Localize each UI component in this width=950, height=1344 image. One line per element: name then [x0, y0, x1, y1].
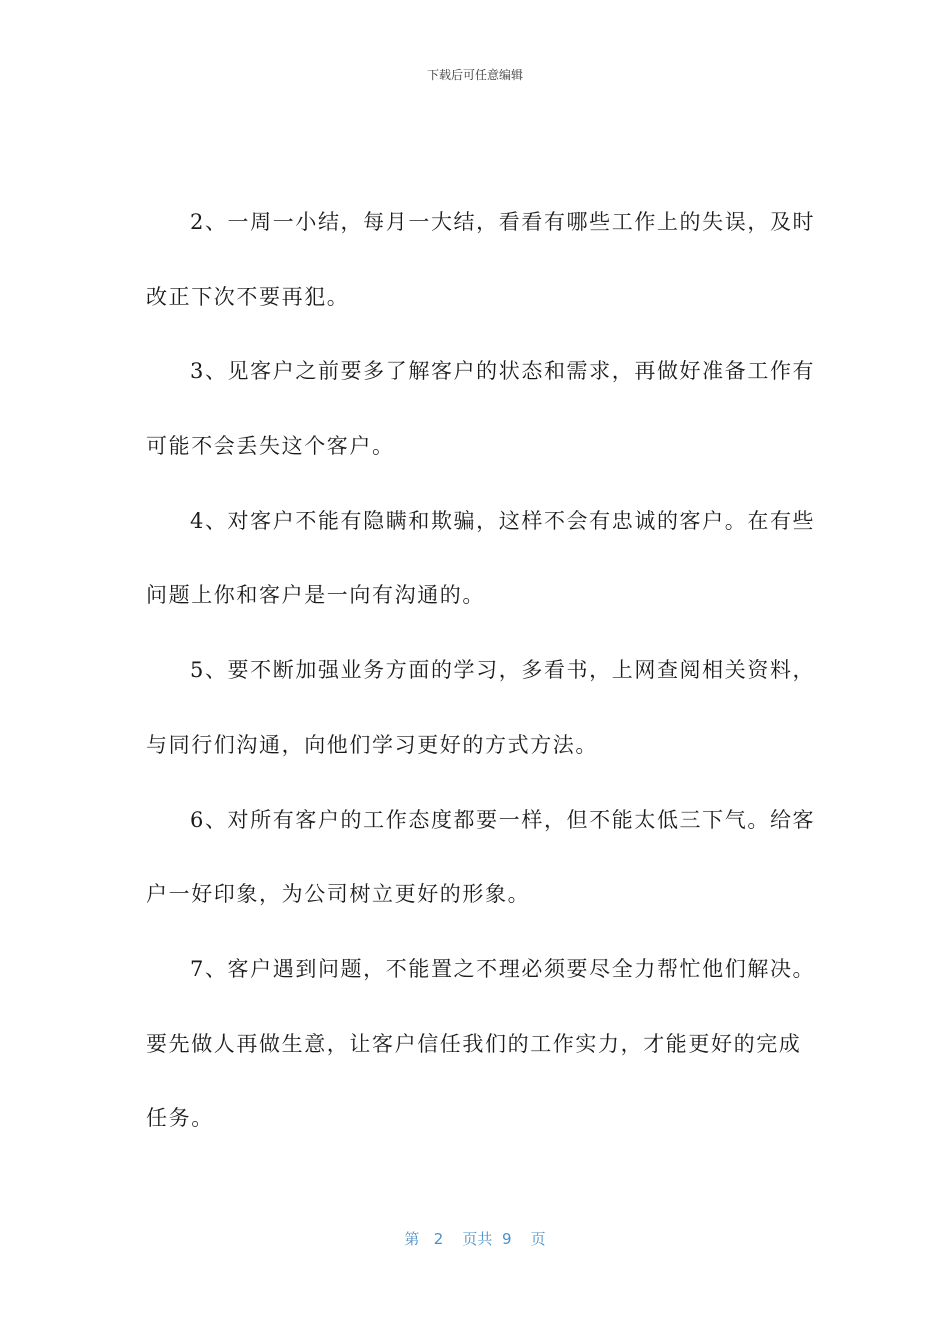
footer-total-pages: 9 — [501, 1230, 512, 1248]
footer-middle: 页共 — [462, 1230, 493, 1248]
paragraph-2-line-2: 改正下次不要再犯。 — [146, 285, 350, 309]
paragraph-4-line-2: 问题上你和客户是一向有沟通的。 — [146, 583, 485, 607]
paragraph-4-line-1: 4、对客户不能有隐瞒和欺骗，这样不会有忠诚的客户。在有些 — [190, 509, 816, 533]
footer-prefix: 第 — [404, 1230, 420, 1248]
paragraph-5-line-1: 5、要不断加强业务方面的学习，多看书，上网查阅相关资料， — [190, 658, 816, 682]
paragraph-2-line-1: 2、一周一小结，每月一大结，看看有哪些工作上的失误，及时 — [190, 210, 816, 234]
page-header: 下载后可任意编辑 — [426, 68, 523, 82]
footer-suffix: 页 — [530, 1230, 546, 1248]
paragraph-5-line-2: 与同行们沟通，向他们学习更好的方式方法。 — [146, 733, 598, 757]
paragraph-6-line-2: 户一好印象，为公司树立更好的形象。 — [146, 882, 531, 906]
paragraph-7-line-2: 要先做人再做生意，让客户信任我们的工作实力，才能更好的完成 — [146, 1032, 802, 1056]
paragraph-3-line-1: 3、见客户之前要多了解客户的状态和需求，再做好准备工作有 — [190, 359, 816, 383]
paragraph-7-line-1: 7、客户遇到问题，不能置之不理必须要尽全力帮忙他们解决。 — [190, 957, 816, 981]
paragraph-3-line-2: 可能不会丢失这个客户。 — [146, 434, 395, 458]
paragraph-6-line-1: 6、对所有客户的工作态度都要一样，但不能太低三下气。给客 — [190, 808, 816, 832]
page-footer — [0, 1228, 950, 1249]
paragraph-7-line-3: 任务。 — [146, 1106, 214, 1130]
footer-current-page: 2 — [433, 1230, 444, 1248]
